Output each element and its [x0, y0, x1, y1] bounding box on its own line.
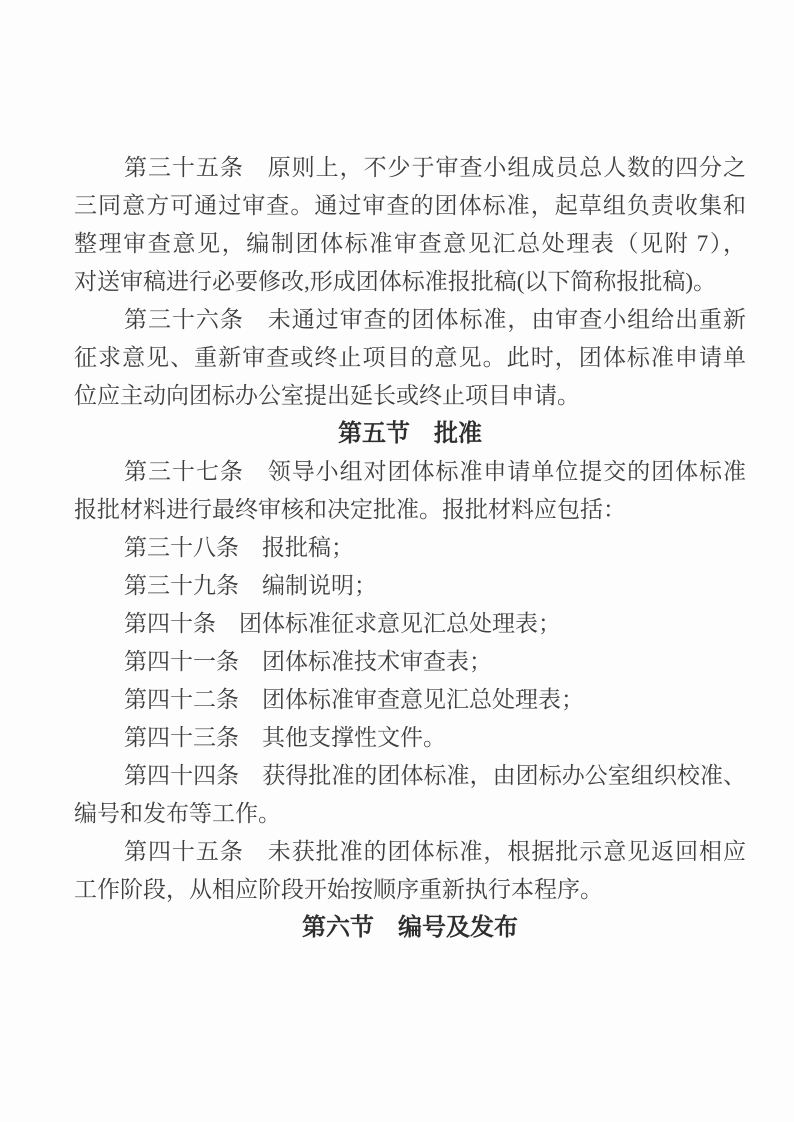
- text-line: 第四十一条 团体标准技术审查表；: [124, 649, 492, 674]
- article-36: [74, 301, 746, 415]
- text-line: 第三十九条 编制说明；: [124, 573, 377, 598]
- text-line: 第四十条 团体标准征求意见汇总处理表；: [124, 611, 561, 636]
- text-line: 第四十二条 团体标准审查意见汇总处理表；: [124, 687, 584, 712]
- article-41: [74, 643, 746, 681]
- text-line: 征求意见、重新审查或终止项目的意见。此时，团体标准申请单: [74, 345, 746, 370]
- text-line: 第四十三条 其他支撑性文件。: [124, 725, 446, 750]
- article-37: [74, 453, 746, 529]
- text-line: 第三十五条 原则上，不少于审查小组成员总人数的四分之: [124, 155, 746, 180]
- article-44: [74, 757, 746, 833]
- article-38: [74, 529, 746, 567]
- text-line: 整理审查意见，编制团体标准审查意见汇总处理表（见附 7），: [74, 231, 747, 256]
- document-content: [74, 149, 746, 947]
- article-35: [74, 149, 746, 301]
- text-line: 三同意方可通过审查。通过审查的团体标准，起草组负责收集和: [74, 193, 746, 218]
- section-6-heading: 第六节 编号及发布: [302, 915, 518, 941]
- article-39: [74, 567, 746, 605]
- text-line: 报批材料进行最终审核和决定批准。报批材料应包括：: [74, 497, 626, 522]
- article-40: [74, 605, 746, 643]
- text-line: 第四十五条 未获批准的团体标准，根据批示意见返回相应: [124, 839, 746, 864]
- text-line: 对送审稿进行必要修改,形成团体标准报批稿(以下简称报批稿)。: [74, 269, 717, 294]
- article-43: [74, 719, 746, 757]
- article-45: [74, 833, 746, 909]
- text-line: 第三十六条 未通过审查的团体标准，由审查小组给出重新: [124, 307, 746, 332]
- text-line: 工作阶段，从相应阶段开始按顺序重新执行本程序。: [74, 877, 603, 902]
- text-line: 第三十八条 报批稿；: [124, 535, 354, 560]
- text-line: 第三十七条 领导小组对团体标准申请单位提交的团体标准: [124, 459, 746, 484]
- section-5-heading: 第五节 批准: [338, 421, 482, 447]
- article-42: [74, 681, 746, 719]
- text-line: 编号和发布等工作。: [74, 801, 281, 826]
- text-line: 第四十四条 获得批准的团体标准，由团标办公室组织校准、: [124, 763, 746, 788]
- text-line: 位应主动向团标办公室提出延长或终止项目申请。: [74, 383, 580, 408]
